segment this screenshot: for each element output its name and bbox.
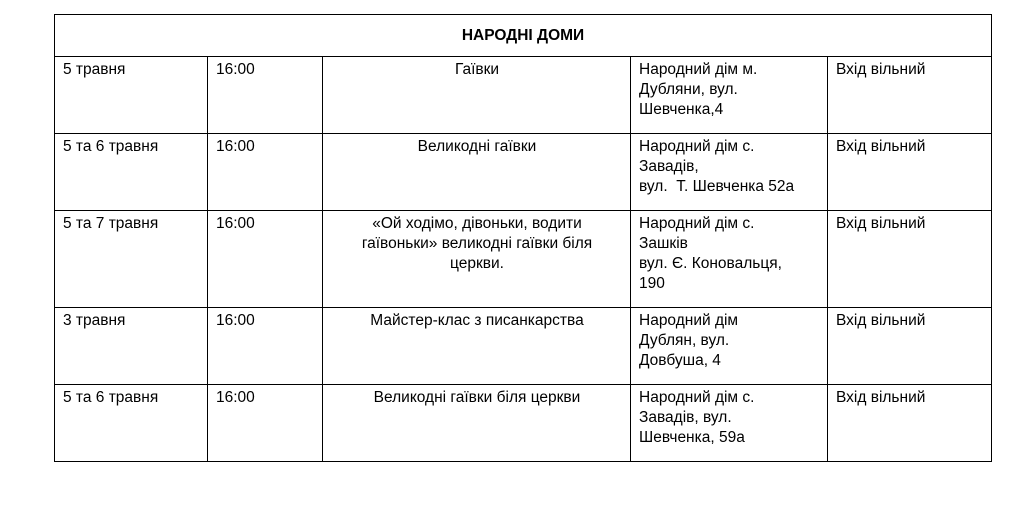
place-line: Довбуша, 4 bbox=[639, 352, 721, 369]
place-cell bbox=[631, 57, 828, 134]
date-cell: 5 та 6 травня bbox=[55, 385, 208, 462]
table-title-row bbox=[55, 15, 992, 57]
event-line: гаївоньки» великодні гаївки біля bbox=[361, 235, 593, 252]
time-cell: 16:00 bbox=[208, 385, 323, 462]
entry-cell: Вхід вільний bbox=[828, 385, 992, 462]
table-row bbox=[55, 385, 992, 462]
entry-cell: Вхід вільний bbox=[828, 211, 992, 308]
time-cell: 16:00 bbox=[208, 57, 323, 134]
place-cell bbox=[631, 385, 828, 462]
table-row bbox=[55, 211, 992, 308]
time-cell: 16:00 bbox=[208, 134, 323, 211]
place-line: Народний дім с. bbox=[639, 138, 755, 155]
event-cell: Великодні гаївки біля церкви bbox=[323, 385, 631, 462]
place-cell bbox=[631, 134, 828, 211]
entry-cell: Вхід вільний bbox=[828, 308, 992, 385]
entry-cell: Вхід вільний bbox=[828, 134, 992, 211]
place-line: вул. Є. Коновальця, bbox=[639, 255, 782, 272]
entry-cell: Вхід вільний bbox=[828, 57, 992, 134]
place-cell bbox=[631, 308, 828, 385]
table-title: НАРОДНІ ДОМИ bbox=[55, 15, 992, 57]
events-table bbox=[54, 14, 992, 462]
date-cell: 5 та 6 травня bbox=[55, 134, 208, 211]
table-row bbox=[55, 57, 992, 134]
date-cell: 5 травня bbox=[55, 57, 208, 134]
place-line: Дублян, вул. bbox=[639, 332, 730, 349]
place-line: Завадів, bbox=[639, 158, 699, 175]
place-line: Зашків bbox=[639, 235, 688, 252]
place-line: Завадів, вул. bbox=[639, 409, 732, 426]
place-line: Народний дім с. bbox=[639, 215, 755, 232]
event-cell: Майстер-клас з писанкарства bbox=[323, 308, 631, 385]
date-cell: 5 та 7 травня bbox=[55, 211, 208, 308]
place-line: Шевченка,4 bbox=[639, 101, 724, 118]
event-line: церкви. bbox=[450, 255, 504, 272]
place-line: Дубляни, вул. bbox=[639, 81, 738, 98]
time-cell: 16:00 bbox=[208, 308, 323, 385]
place-line: 190 bbox=[639, 275, 665, 292]
time-cell: 16:00 bbox=[208, 211, 323, 308]
event-cell: Гаївки bbox=[323, 57, 631, 134]
event-cell: Великодні гаївки bbox=[323, 134, 631, 211]
table-row bbox=[55, 308, 992, 385]
event-cell bbox=[323, 211, 631, 308]
place-line: Народний дім bbox=[639, 312, 739, 329]
place-line: Шевченка, 59а bbox=[639, 429, 745, 446]
table-row bbox=[55, 134, 992, 211]
date-cell: 3 травня bbox=[55, 308, 208, 385]
place-cell bbox=[631, 211, 828, 308]
place-line: Народний дім с. bbox=[639, 389, 755, 406]
place-line: вул. Т. Шевченка 52а bbox=[639, 178, 795, 195]
event-line: «Ой ходімо, дівоньки, водити bbox=[372, 215, 582, 232]
place-line: Народний дім м. bbox=[639, 61, 758, 78]
